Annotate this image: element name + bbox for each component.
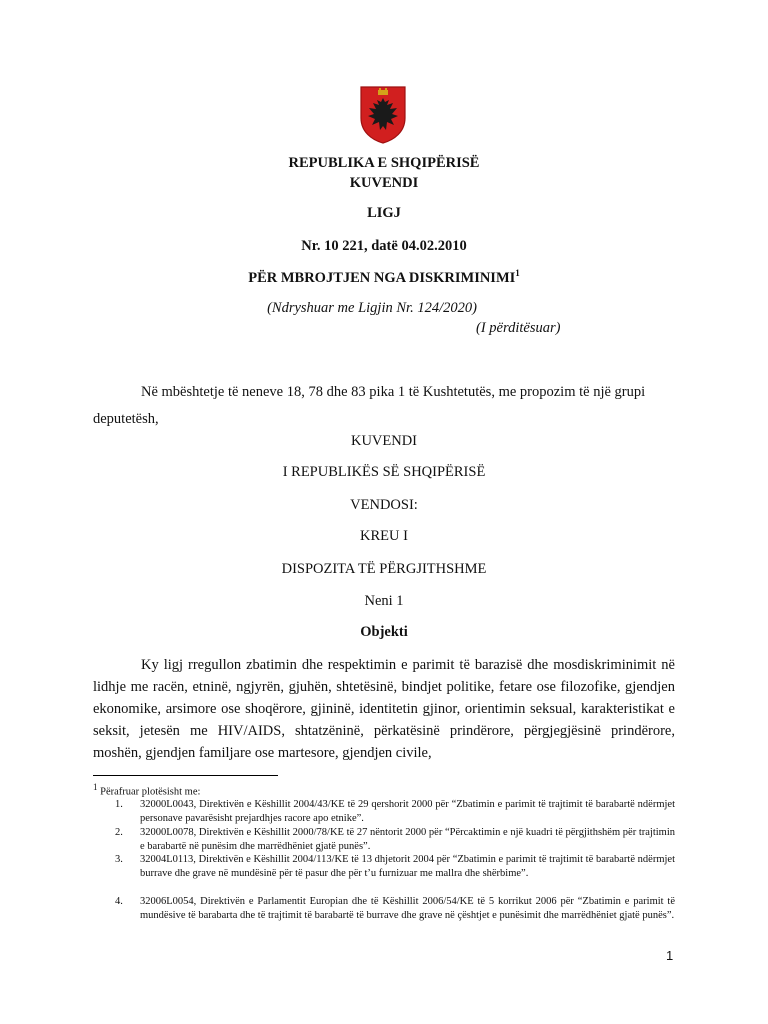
footnote-item <box>93 798 675 825</box>
institution-heading: KUVENDI <box>349 175 419 191</box>
footnote-item-text: 32000L0078, Direktivën e Këshillit 2000/78/KE të 27 nëntorit 2000 për “Përcaktimin e një kuadri të përgjithshëm për trajtimin e barabartë në punësim dhe marrëdhëniet gjatë punës”. <box>140 827 675 852</box>
footnote-item <box>93 895 675 922</box>
chapter-title: DISPOZITA TË PËRGJITHSHME <box>281 561 487 577</box>
footnote-heading <box>93 782 200 798</box>
footnote-heading-text: Përafruar plotësisht me: <box>100 786 201 798</box>
footnote-marker: 1 <box>93 782 98 792</box>
coat-of-arms-emblem <box>360 86 406 144</box>
footnote-item-number: 2. <box>115 827 123 838</box>
preamble-line-2: deputetësh, <box>93 411 159 427</box>
footnote-item <box>93 826 675 853</box>
chapter-number: KREU I <box>360 528 408 544</box>
footnote-item-text: 32000L0043, Direktivën e Këshillit 2004/43/KE të 29 qershorit 2000 për “Zbatimin e parimit të trajtimit të barabartë ndërmjet personave pavarësisht prejardhjes racore apo etnike”. <box>140 799 675 824</box>
article-title: Objekti <box>360 624 408 640</box>
footnote-item-number: 1. <box>115 799 123 810</box>
assembly-of-heading: I REPUBLIKËS SË SHQIPËRISË <box>282 464 486 480</box>
footnote-item-number: 4. <box>115 896 123 907</box>
decided-heading: VENDOSI: <box>350 497 418 513</box>
article-number: Neni 1 <box>364 593 404 609</box>
footnote-item-text: 32006L0054, Direktivën e Parlamentit Europian dhe të Këshillit 2006/54/KE të 5 korrikut 2006 për “Zbatimin e parimit të mundësive të barabarta dhe të trajtimit të barabartë të burrave dhe grave në çështjet e punësimit dhe marrëdhëniet gjatë punës”. <box>140 896 675 921</box>
footnote-item <box>93 853 675 880</box>
footnote-item-text: 32004L0113, Direktivën e Këshillit 2004/113/KE të 13 dhjetorit 2004 për “Zbatimin e parimit të trajtimit të barabartë ndërmjet burrave dhe grave në mundësinë për të pasur dhe për t’u furnizuar me mallra dhe shërbime”. <box>140 854 675 879</box>
updated-note: (I përditësuar) <box>476 320 561 336</box>
page-number: 1 <box>666 948 674 963</box>
footnote-separator <box>93 775 278 776</box>
document-type: LIGJ <box>367 205 401 221</box>
footnote-item-number: 3. <box>115 854 123 865</box>
law-number-date: Nr. 10 221, datë 04.02.2010 <box>301 238 467 254</box>
law-title-text: PËR MBROJTJEN NGA DISKRIMINIMI <box>248 269 516 286</box>
footnote-ref: 1 <box>515 268 520 278</box>
country-heading: REPUBLIKA E SHQIPËRISË <box>288 155 480 171</box>
law-title <box>0 268 768 287</box>
article-text: Ky ligj rregullon zbatimin dhe respektimin e parimit të barazisë dhe mosdiskriminimit në lidhje me racën, etninë, ngjyrën, gjuhën, shtetësinë, bindjet politike, fetare ose filozofike, gjendjen ekonomike, arsimore ose shoqërore, gjininë, identitetin gjinor, orientimin seksual, karakteristikat e seksit, jetesën me HIV/AIDS, shtatzëninë, përkatësinë prindërore, përgjegjësinë prindërore, moshën, gjendjen familjare ose martesore, gjendjen civile, <box>93 657 675 761</box>
preamble-line-1: Në mbështetje të neneve 18, 78 dhe 83 pika 1 të Kushtetutës, me propozim të një grupi <box>141 384 646 400</box>
assembly-heading: KUVENDI <box>350 433 418 449</box>
amendment-note: (Ndryshuar me Ligjin Nr. 124/2020) <box>267 300 477 316</box>
